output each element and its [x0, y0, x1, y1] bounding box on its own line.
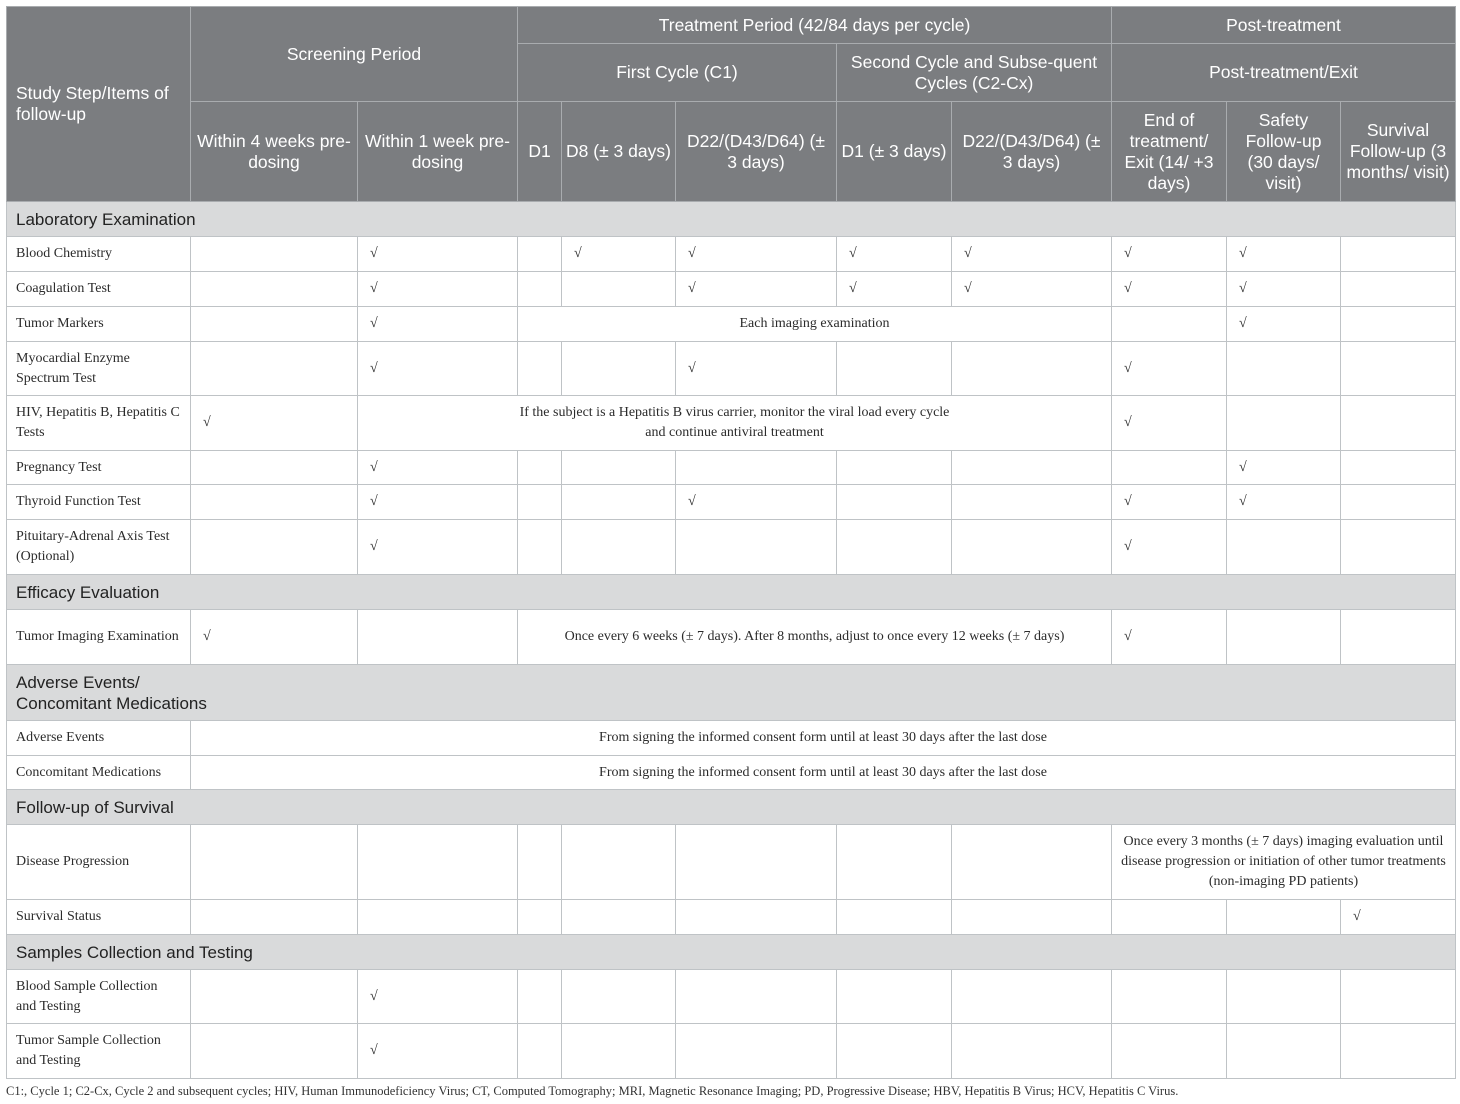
cell [191, 825, 358, 900]
check-mark: √ [358, 307, 518, 342]
table-row [7, 342, 1456, 396]
check-mark: √ [1227, 485, 1341, 520]
table-row [7, 396, 1456, 451]
table-body [7, 202, 1456, 1079]
check-mark: √ [676, 342, 837, 396]
cell [518, 451, 562, 485]
cell [676, 1024, 837, 1079]
schedule-table-container [6, 6, 1455, 1079]
section-efficacy-evaluation: Efficacy Evaluation [7, 575, 1456, 610]
check-mark: √ [952, 237, 1112, 272]
cell [952, 485, 1112, 520]
cell [191, 272, 358, 307]
cell [676, 900, 837, 935]
cell [676, 520, 837, 575]
section-row [7, 790, 1456, 825]
check-mark: √ [837, 272, 952, 307]
row-label: Blood Sample Collection and Testing [7, 970, 191, 1024]
cell [837, 825, 952, 900]
check-mark: √ [1112, 237, 1227, 272]
check-mark: √ [1112, 272, 1227, 307]
table-row [7, 237, 1456, 272]
header-within-1-week: Within 1 week pre-dosing [358, 102, 518, 202]
check-mark: √ [358, 342, 518, 396]
header-study-step: Study Step/Items of follow-up [7, 7, 191, 202]
cell [562, 451, 676, 485]
table-row [7, 307, 1456, 342]
check-mark: √ [358, 970, 518, 1024]
row-label: Myocardial Enzyme Spectrum Test [7, 342, 191, 396]
cell [1341, 970, 1456, 1024]
cell [837, 485, 952, 520]
span-note: Each imaging examination [518, 307, 1112, 342]
cell [676, 451, 837, 485]
cell [676, 970, 837, 1024]
cell [1112, 451, 1227, 485]
cell [518, 342, 562, 396]
row-label: Blood Chemistry [7, 237, 191, 272]
cell [191, 485, 358, 520]
check-mark: √ [358, 485, 518, 520]
cell [191, 342, 358, 396]
header-treatment-period: Treatment Period (42/84 days per cycle) [518, 7, 1112, 44]
row-label: Survival Status [7, 900, 191, 935]
header-second-cycle: Second Cycle and Subse-quent Cycles (C2-Cx) [837, 44, 1112, 102]
section-laboratory-examination: Laboratory Examination [7, 202, 1456, 237]
cell [952, 900, 1112, 935]
cell [191, 451, 358, 485]
row-label: Tumor Imaging Examination [7, 610, 191, 665]
section-row [7, 935, 1456, 970]
row-label: Adverse Events [7, 721, 191, 756]
check-mark: √ [358, 1024, 518, 1079]
table-row [7, 825, 1456, 900]
section-samples-collection: Samples Collection and Testing [7, 935, 1456, 970]
cell [1112, 900, 1227, 935]
section-row [7, 575, 1456, 610]
check-mark: √ [358, 272, 518, 307]
cell [562, 272, 676, 307]
header-c1-d1: D1 [518, 102, 562, 202]
cell [952, 451, 1112, 485]
cell [1341, 1024, 1456, 1079]
check-mark: √ [1112, 396, 1227, 451]
cell [1112, 970, 1227, 1024]
cell [191, 1024, 358, 1079]
span-note: Once every 6 weeks (± 7 days). After 8 months, adjust to once every 12 weeks (± 7 days) [518, 610, 1112, 665]
cell [1227, 610, 1341, 665]
header-c2-d1: D1 (± 3 days) [837, 102, 952, 202]
check-mark: √ [1341, 900, 1456, 935]
cell [191, 970, 358, 1024]
cell [562, 970, 676, 1024]
cell [837, 970, 952, 1024]
check-mark: √ [1227, 307, 1341, 342]
check-mark: √ [676, 272, 837, 307]
cell [1227, 396, 1341, 451]
row-label: Thyroid Function Test [7, 485, 191, 520]
cell [518, 520, 562, 575]
cell [837, 1024, 952, 1079]
header-c1-d8: D8 (± 3 days) [562, 102, 676, 202]
cell [676, 825, 837, 900]
header-post-treatment: Post-treatment [1112, 7, 1456, 44]
header-within-4-weeks: Within 4 weeks pre-dosing [191, 102, 358, 202]
cell [562, 342, 676, 396]
table-row [7, 970, 1456, 1024]
cell [837, 342, 952, 396]
table-row [7, 451, 1456, 485]
header-c2-d22: D22/(D43/D64) (± 3 days) [952, 102, 1112, 202]
header-screening-period: Screening Period [191, 7, 518, 102]
header-first-cycle: First Cycle (C1) [518, 44, 837, 102]
check-mark: √ [1112, 520, 1227, 575]
header-c1-d22: D22/(D43/D64) (± 3 days) [676, 102, 837, 202]
cell [1112, 1024, 1227, 1079]
cell [1341, 237, 1456, 272]
cell [952, 1024, 1112, 1079]
check-mark: √ [1227, 272, 1341, 307]
table-row [7, 272, 1456, 307]
table-header [7, 7, 1456, 202]
check-mark: √ [1227, 237, 1341, 272]
cell [518, 900, 562, 935]
check-mark: √ [952, 272, 1112, 307]
span-note: If the subject is a Hepatitis B virus carrier, monitor the viral load every cycle and continue antiviral treatment [358, 396, 1112, 451]
cell [1341, 396, 1456, 451]
check-mark: √ [1112, 485, 1227, 520]
row-label: Coagulation Test [7, 272, 191, 307]
cell [518, 1024, 562, 1079]
cell [1227, 970, 1341, 1024]
table-footnote: C1:, Cycle 1; C2-Cx, Cycle 2 and subsequent cycles; HIV, Human Immunodeficiency Virus; CT, Computed Tomography; MRI, Magnetic Resonance Imaging; PD, Progressive Disease; HBV, Hepatitis B Virus; HCV, Hepatitis C Virus. [6, 1084, 1179, 1098]
table-row [7, 520, 1456, 575]
cell [518, 970, 562, 1024]
section-row [7, 202, 1456, 237]
cell [1341, 342, 1456, 396]
cell [837, 900, 952, 935]
header-survival-followup: Survival Follow-up (3 months/ visit) [1341, 102, 1456, 202]
table-row [7, 900, 1456, 935]
cell [518, 485, 562, 520]
check-mark: √ [1112, 610, 1227, 665]
cell [1341, 485, 1456, 520]
cell [1112, 307, 1227, 342]
header-end-of-treatment: End of treatment/ Exit (14/ +3 days) [1112, 102, 1227, 202]
row-label: Disease Progression [7, 825, 191, 900]
check-mark: √ [1112, 342, 1227, 396]
check-mark: √ [358, 520, 518, 575]
section-follow-up-of-survival: Follow-up of Survival [7, 790, 1456, 825]
check-mark: √ [358, 451, 518, 485]
study-schedule-table [6, 6, 1456, 1079]
row-label: Tumor Markers [7, 307, 191, 342]
cell [1341, 451, 1456, 485]
cell [1341, 272, 1456, 307]
cell [191, 520, 358, 575]
cell [837, 520, 952, 575]
cell [1341, 307, 1456, 342]
cell [952, 520, 1112, 575]
section-adverse-events-concomitant [7, 665, 1456, 721]
cell [358, 900, 518, 935]
row-label: Tumor Sample Collection and Testing [7, 1024, 191, 1079]
cell [191, 900, 358, 935]
cell [562, 485, 676, 520]
cell [952, 342, 1112, 396]
section-adverse-label: Adverse Events/ Concomitant Medications [16, 672, 207, 713]
span-note: From signing the informed consent form until at least 30 days after the last dose [191, 756, 1456, 790]
table-row [7, 1024, 1456, 1079]
span-note: Once every 3 months (± 7 days) imaging evaluation until disease progression or initiation of other tumor treatments (non-imaging PD patients) [1112, 825, 1456, 900]
cell [1227, 342, 1341, 396]
cell [952, 970, 1112, 1024]
section-row [7, 665, 1456, 721]
table-row [7, 756, 1456, 790]
cell [191, 307, 358, 342]
span-note: From signing the informed consent form until at least 30 days after the last dose [191, 721, 1456, 756]
check-mark: √ [191, 610, 358, 665]
cell [837, 451, 952, 485]
cell [1341, 610, 1456, 665]
cell [518, 237, 562, 272]
check-mark: √ [1227, 451, 1341, 485]
cell [562, 900, 676, 935]
table-row [7, 485, 1456, 520]
row-label: Pituitary-Adrenal Axis Test (Optional) [7, 520, 191, 575]
check-mark: √ [676, 237, 837, 272]
cell [952, 825, 1112, 900]
header-safety-followup: Safety Follow-up (30 days/ visit) [1227, 102, 1341, 202]
cell [358, 825, 518, 900]
cell [518, 825, 562, 900]
cell [562, 520, 676, 575]
row-label: HIV, Hepatitis B, Hepatitis C Tests [7, 396, 191, 451]
cell [562, 1024, 676, 1079]
row-label: Pregnancy Test [7, 451, 191, 485]
cell [358, 610, 518, 665]
cell [1341, 520, 1456, 575]
check-mark: √ [676, 485, 837, 520]
table-row [7, 721, 1456, 756]
table-row [7, 610, 1456, 665]
cell [191, 237, 358, 272]
row-label: Concomitant Medications [7, 756, 191, 790]
check-mark: √ [191, 396, 358, 451]
cell [1227, 1024, 1341, 1079]
header-post-treatment-exit: Post-treatment/Exit [1112, 44, 1456, 102]
check-mark: √ [837, 237, 952, 272]
check-mark: √ [562, 237, 676, 272]
cell [518, 272, 562, 307]
cell [1227, 900, 1341, 935]
check-mark: √ [358, 237, 518, 272]
cell [1227, 520, 1341, 575]
cell [562, 825, 676, 900]
